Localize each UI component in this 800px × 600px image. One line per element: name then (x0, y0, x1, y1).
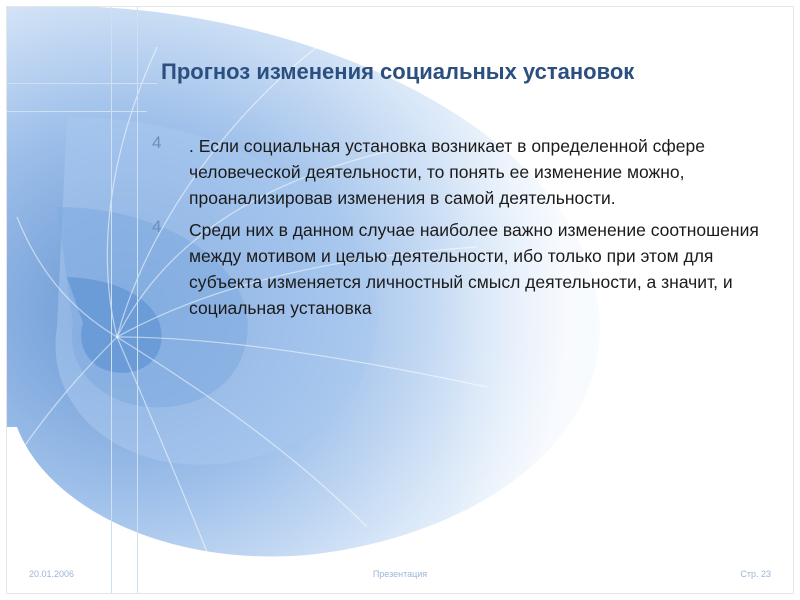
bullet-item (152, 133, 782, 211)
bullet-list (152, 133, 782, 327)
vertical-rule-left (111, 7, 112, 594)
horizontal-rule-bottom (7, 111, 147, 112)
horizontal-rule-top (7, 83, 157, 84)
bullet-marker: 4 (152, 217, 162, 236)
footer-presentation-label: Презентация (372, 569, 428, 579)
bullet-marker: 4 (152, 133, 162, 152)
slide (6, 6, 794, 594)
bullet-item (152, 217, 782, 321)
vertical-rule-right (137, 7, 138, 594)
bullet-text: Среди них в данном случае наиболее важно изменение соотношения между мотивом и целью деятельности, ибо только при этом для субъекта изменяется личностный смысл деятельности, а значит, и социальная установка (189, 220, 759, 318)
bullet-text: . Если социальная установка возникает в определенной сфере человеческой деятельности, то понять ее изменение можно, проанализировав изменения в самой деятельности. (189, 136, 705, 208)
footer-page-number: Стр. 23 (740, 569, 771, 579)
slide-title: Прогноз изменения социальных установок (161, 59, 635, 84)
footer-date: 20.01.2006 (29, 569, 75, 579)
